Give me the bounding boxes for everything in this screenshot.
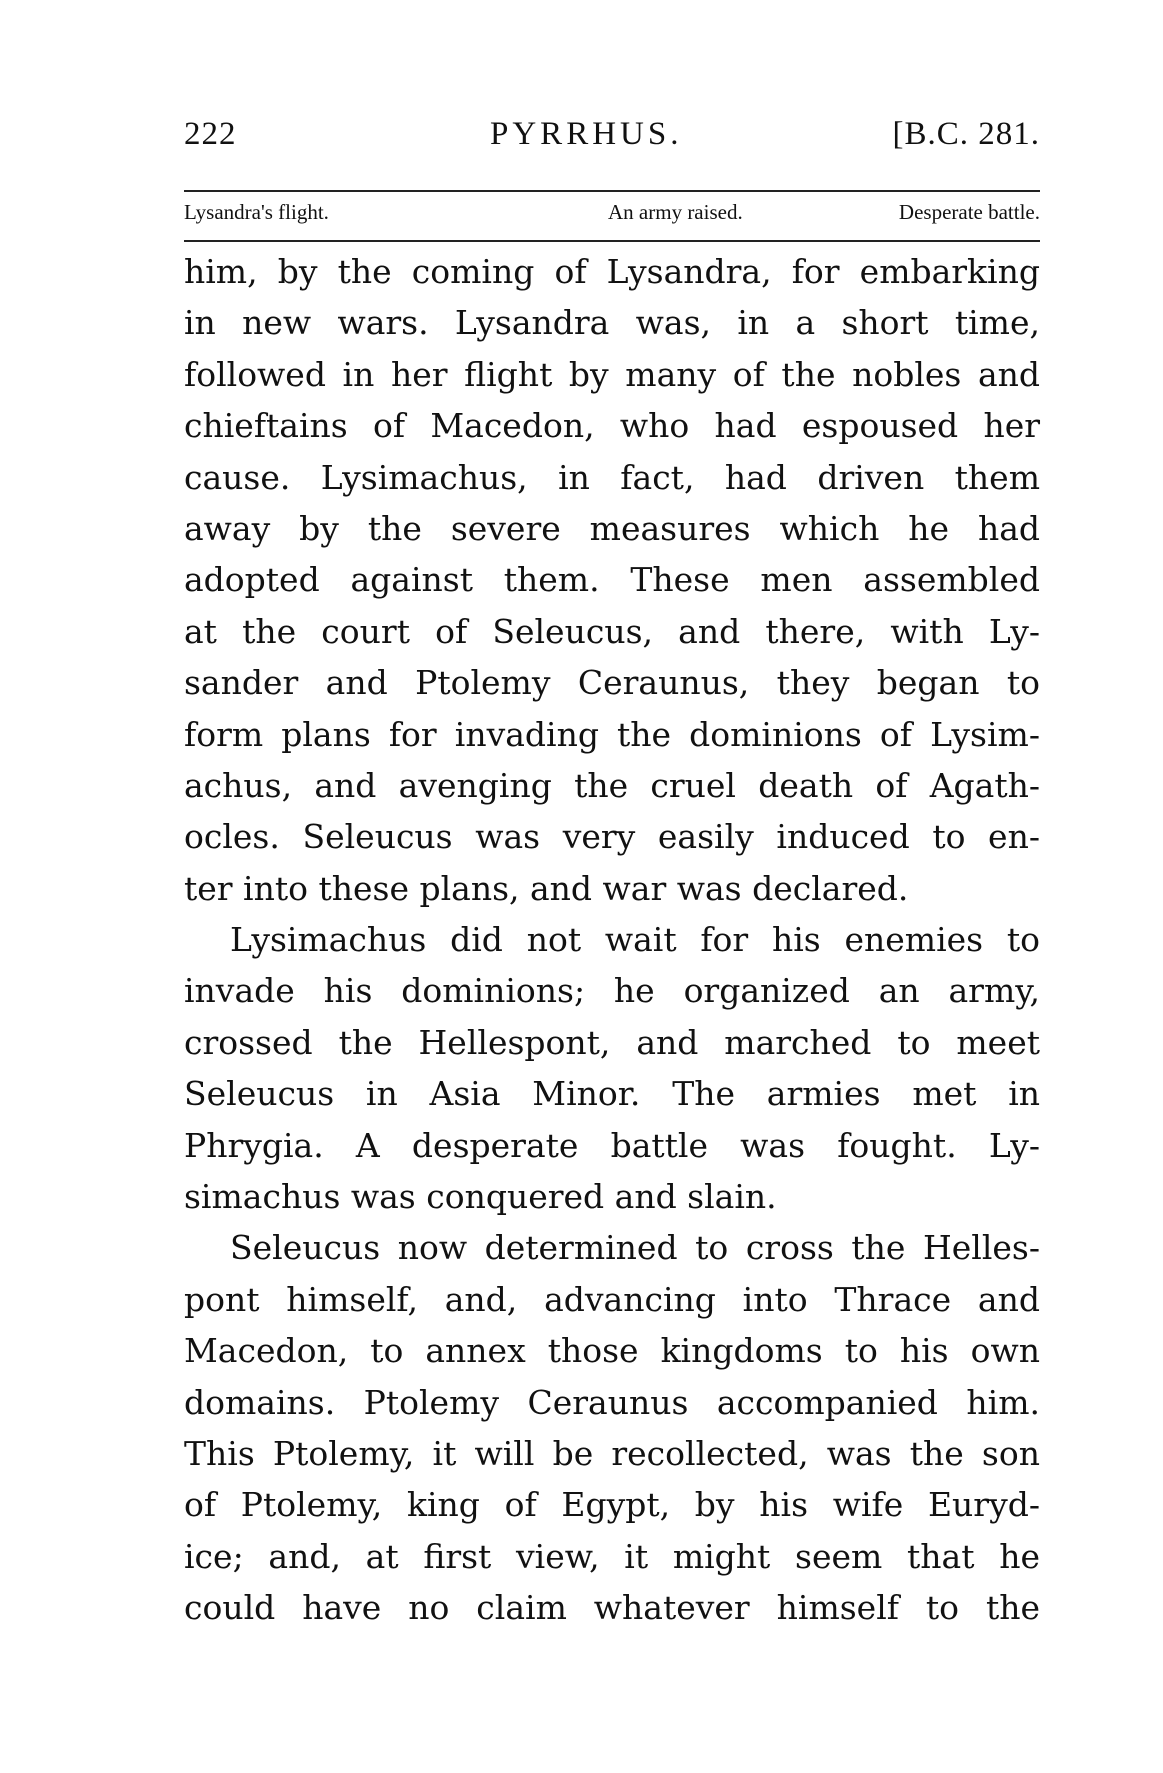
text-line: chieftains of Macedon, who had espoused her: [184, 406, 1040, 446]
text-line: in new wars. Lysandra was, in a short time,: [184, 303, 1040, 343]
text-line: ter into these plans, and war was declared.: [184, 868, 909, 908]
text-line: at the court of Seleucus, and there, with Ly-: [184, 611, 1040, 651]
text-line: Seleucus now determined to cross the Helles-: [230, 1228, 1040, 1268]
text-line: crossed the Hellespont, and marched to meet: [184, 1022, 1040, 1062]
text-line: Macedon, to annex those kingdoms to his own: [184, 1331, 1040, 1371]
text-line: away by the severe measures which he had: [184, 508, 1040, 548]
page-number: 222: [184, 116, 237, 152]
text-line: sander and Ptolemy Ceraunus, they began to: [184, 663, 1040, 703]
text-line: achus, and avenging the cruel death of Agath-: [184, 765, 1040, 805]
text-line: domains. Ptolemy Ceraunus accompanied him.: [184, 1382, 1040, 1422]
text-line: cause. Lysimachus, in fact, had driven them: [184, 457, 1040, 497]
text-line: This Ptolemy, it will be recollected, was the son: [184, 1433, 1040, 1473]
text-line: adopted against them. These men assembled: [184, 560, 1040, 600]
text-line: Seleucus in Asia Minor. The armies met in: [184, 1074, 1040, 1114]
text-line: could have no claim whatever himself to the: [184, 1588, 1040, 1628]
text-line: Lysimachus did not wait for his enemies to: [230, 920, 1040, 960]
text-line: ice; and, at first view, it might seem that he: [184, 1536, 1040, 1576]
text-line: followed in her flight by many of the nobles and: [184, 354, 1040, 394]
subhead-right: Desperate battle.: [898, 200, 1040, 224]
text-line: simachus was conquered and slain.: [184, 1177, 777, 1217]
text-line: ocles. Seleucus was very easily induced to en-: [184, 817, 1040, 857]
text-line: him, by the coming of Lysandra, for embarking: [184, 252, 1040, 291]
text-line: of Ptolemy, king of Egypt, by his wife Euryd-: [184, 1485, 1040, 1525]
text-line: pont himself, and, advancing into Thrace and: [184, 1279, 1040, 1319]
header-rule-bottom: [184, 240, 1040, 242]
body-text: [184, 246, 1040, 1634]
text-line: Phrygia. A desperate battle was fought. Ly-: [184, 1125, 1040, 1165]
running-header: [184, 116, 1040, 164]
date-heading: [B.C. 281.: [892, 116, 1040, 152]
running-title: PYRRHUS.: [490, 116, 683, 152]
text-line: invade his dominions; he organized an army,: [184, 971, 1040, 1011]
header-rule-top: [184, 190, 1040, 192]
subhead-left: Lysandra's flight.: [184, 200, 329, 224]
subhead-center: An army raised.: [608, 200, 743, 224]
marginal-subheads: [184, 200, 1040, 234]
text-line: form plans for invading the dominions of Lysim-: [184, 714, 1040, 754]
